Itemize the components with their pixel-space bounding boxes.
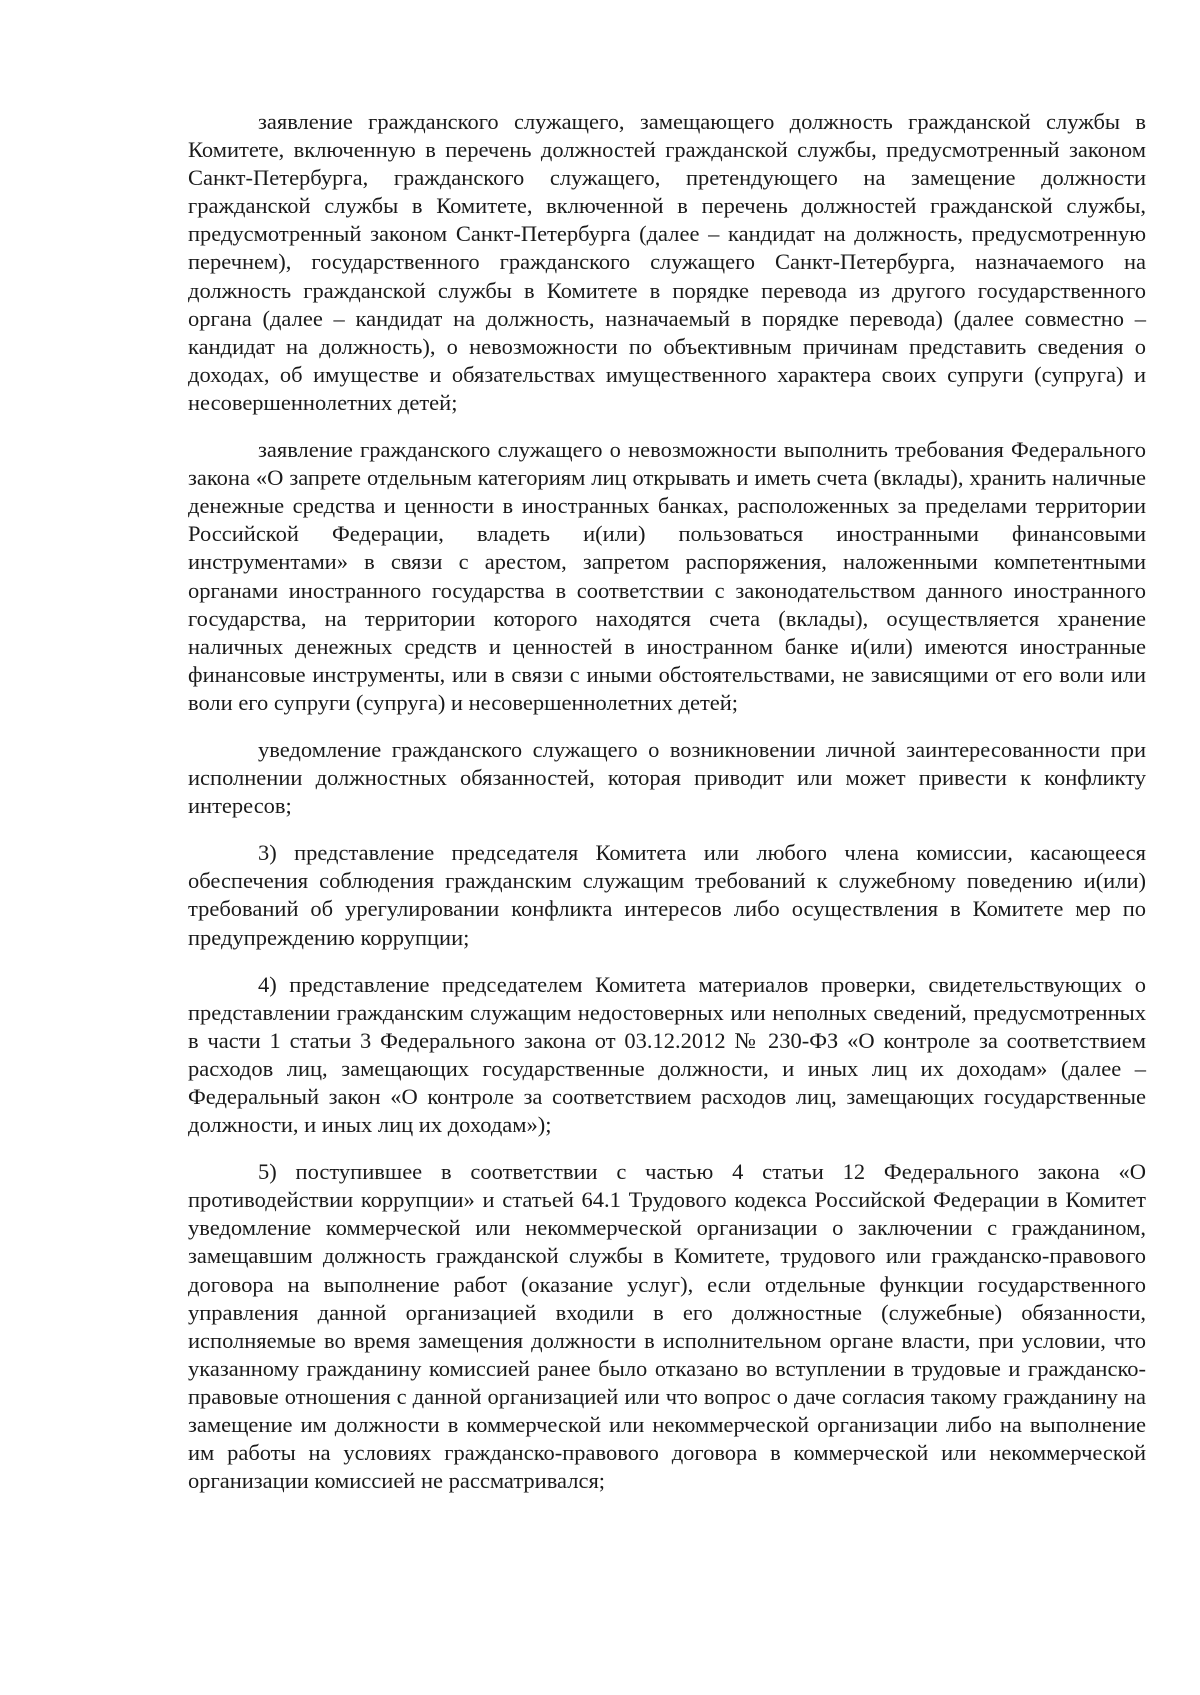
paragraph-application-income-info: заявление гражданского служащего, замещающего должность гражданской службы в Комитете, включенную в перечень должностей гражданской службы, предусмотренный законом Санкт-Петербурга, гражданского служащего, претендующего на замещение должности гражданской службы в Комитете, включенной в перечень должностей гражданской службы, предусмотренный законом Санкт-Петербурга (далее – кандидат на должность, предусмотренную перечнем), государственного гражданского служащего Санкт-Петербурга, назначаемого на должность гражданской службы в Комитете в порядке перевода из другого государственного органа (далее – кандидат на должность, назначаемый в порядке перевода) (далее совместно – кандидат на должность), о невозможности по объективным причинам представить сведения о доходах, об имуществе и обязательствах имущественного характера своих супруги (супруга) и несовершеннолетних детей; <box>188 109 1146 415</box>
paragraph-item-5: 5) поступившее в соответствии с частью 4 статьи 12 Федерального закона «О противодействии коррупции» и статьей 64.1 Трудового кодекса Российской Федерации в Комитет уведомление коммерческой или некоммерческой организации о заключении с гражданином, замещавшим должность гражданской службы в Комитете, трудового или гражданско-правового договора на выполнение работ (оказание услуг), если отдельные функции государственного управления данной организацией входили в его должностные (служебные) обязанности, исполняемые во время замещения должности в исполнительном органе власти, при условии, что указанному гражданину комиссией ранее было отказано во вступлении в трудовые и гражданско-правовые отношения с данной организацией или что вопрос о даче согласия такому гражданину на замещение им должности в коммерческой или некоммерческой организации либо на выполнение им работы на условиях гражданско-правового договора в коммерческой или некоммерческой организации комиссией не рассматривался; <box>188 1159 1146 1494</box>
paragraph-item-3: 3) представление председателя Комитета или любого члена комиссии, касающееся обеспечения соблюдения гражданским служащим требований к служебному поведению и(или) требований об урегулировании конфликта интересов либо осуществления в Комитете мер по предупреждению коррупции; <box>188 840 1146 950</box>
paragraph-notice-conflict-of-interest: уведомление гражданского служащего о возникновении личной заинтересованности при исполнении должностных обязанностей, которая приводит или может привести к конфликту интересов; <box>188 736 1146 819</box>
paragraph-application-foreign-accounts: заявление гражданского служащего о невозможности выполнить требования Федерального закона «О запрете отдельным категориям лиц открывать и иметь счета (вклады), хранить наличные денежные средства и ценности в иностранных банках, расположенных за пределами территории Российской Федерации, владеть и(или) пользоваться иностранными финансовыми инструментами» в связи с арестом, запретом распоряжения, наложенными компетентными органами иностранного государства в соответствии с законодательством данного иностранного государства, на территории которого находятся счета (вклады), осуществляется хранение наличных денежных средств и ценностей в иностранном банке и(или) имеются иностранные финансовые инструменты, или в связи с иными обстоятельствами, не зависящими от его воли или воли его супруги (супруга) и несовершеннолетних детей; <box>188 437 1146 715</box>
paragraph-item-4: 4) представление председателем Комитета материалов проверки, свидетельствующих о представлении гражданским служащим недостоверных или неполных сведений, предусмотренных в части 1 статьи 3 Федерального закона от 03.12.2012 № 230-ФЗ «О контроле за соответствием расходов лиц, замещающих государственные должности, и иных лиц их доходам» (далее – Федеральный закон «О контроле за соответствием расходов лиц, замещающих государственные должности, и иных лиц их доходам»); <box>188 971 1146 1138</box>
document-page <box>188 108 1146 1495</box>
